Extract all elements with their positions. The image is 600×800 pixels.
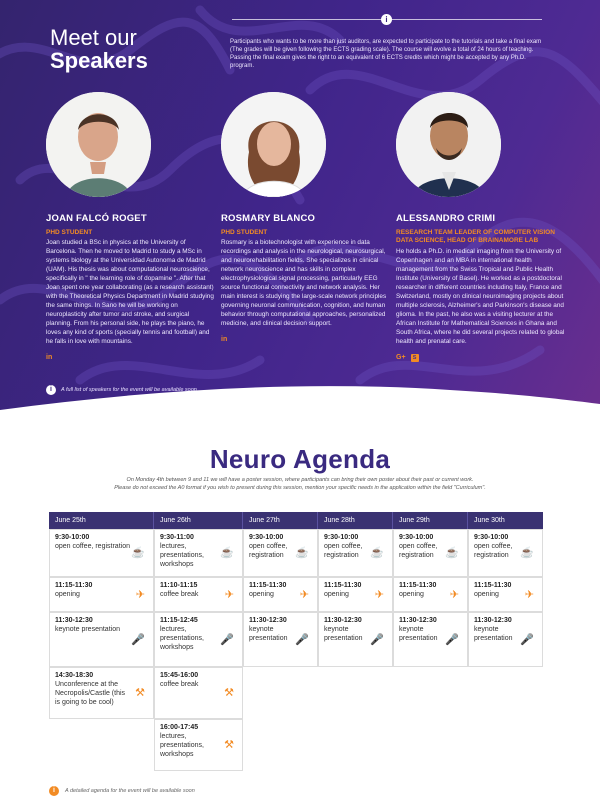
agenda-subtitle	[80, 477, 520, 492]
wave-divider	[0, 380, 600, 415]
agenda-time: 9:30-10:00	[249, 534, 284, 541]
agenda-table	[49, 512, 543, 759]
agenda-activity: coffee break	[160, 591, 199, 598]
day-header: June 29th	[393, 512, 468, 529]
agenda-cell	[154, 577, 243, 612]
microphone-icon: 🎤	[445, 634, 459, 646]
speaker-photo	[396, 92, 501, 197]
agenda-activity: keynote presentation	[399, 626, 438, 643]
title-line2: Speakers	[50, 48, 148, 74]
speaker-photo	[46, 92, 151, 197]
agenda-cell	[243, 612, 318, 667]
speaker-card	[396, 92, 566, 362]
agenda-activity: Unconference at the Necropolis/Castle (this is going to be cool)	[55, 681, 126, 707]
agenda-cell	[393, 612, 468, 667]
agenda-time: 11:15-12:45	[160, 617, 198, 624]
agenda-activity: open coffee, registration	[474, 543, 513, 560]
agenda-cell	[393, 577, 468, 612]
agenda-activity: opening	[249, 591, 274, 598]
info-icon: i	[49, 786, 59, 796]
agenda-subtitle-line1: On Monday 4th between 9 and 11 we will have a poster session, where participants can bring their own poster about their past or current work.	[126, 477, 474, 483]
speakers-note-text: A full list of speakers for the event will be available soon	[61, 387, 197, 393]
agenda-activity: opening	[324, 591, 349, 598]
speaker-role: PHD STUDENT	[46, 229, 93, 236]
agenda-cell	[154, 719, 243, 771]
agenda-time: 11:30-12:30	[324, 617, 362, 624]
agenda-title: Neuro Agenda	[209, 444, 391, 474]
rocket-icon: ✈	[135, 589, 145, 601]
hiker-icon: ⚒	[224, 687, 234, 699]
speaker-role: RESEARCH TEAM LEADER OF COMPUTER VISION DATA SCIENCE, HEAD OF BRAINAMORE LAB	[396, 229, 555, 245]
speaker-card	[221, 92, 391, 343]
agenda-time: 11:15-11:30	[399, 582, 437, 589]
agenda-cell	[154, 529, 243, 577]
agenda-note	[49, 786, 195, 796]
agenda-time: 15:45-16:00	[160, 672, 199, 679]
agenda-time: 11:15-11:30	[474, 582, 512, 589]
linkedin-icon[interactable]: in	[46, 354, 53, 362]
agenda-activity: keynote presentation	[474, 626, 513, 643]
agenda-activity: keynote presentation	[324, 626, 363, 643]
social-links	[396, 354, 566, 362]
speaker-name: ALESSANDRO CRIMI	[396, 213, 496, 224]
page-title	[50, 26, 148, 72]
agenda-time: 11:15-11:30	[249, 582, 287, 589]
microphone-icon: 🎤	[295, 634, 309, 646]
agenda-time: 9:30-10:00	[55, 534, 90, 541]
agenda-cell	[154, 612, 243, 667]
agenda-cell	[243, 529, 318, 577]
rocket-icon: ✈	[374, 589, 384, 601]
agenda-time: 11:30-12:30	[249, 617, 287, 624]
day-header: June 28th	[318, 512, 393, 529]
agenda-cell	[49, 612, 154, 667]
coffee-icon: ☕	[445, 547, 459, 559]
rocket-icon: ✈	[449, 589, 459, 601]
agenda-cell	[49, 577, 154, 612]
coffee-icon: ☕	[131, 547, 145, 559]
speaker-card	[46, 92, 216, 361]
agenda-time: 9:30-10:00	[399, 534, 434, 541]
microphone-icon: 🎤	[370, 634, 384, 646]
agenda-time: 11:30-12:30	[399, 617, 437, 624]
speaker-name: ROSMARY BLANCO	[221, 213, 316, 224]
google-plus-icon[interactable]: G+	[396, 353, 406, 361]
rocket-icon: ✈	[299, 589, 309, 601]
agenda-cell	[49, 667, 154, 719]
linkedin-icon[interactable]: in	[221, 336, 228, 344]
agenda-cell	[318, 577, 393, 612]
speaker-bio: Joan studied a BSc in physics at the University of Barcelona. Then he moved to Madrid to study a MSc in systems biology at the Universidad Autonoma de Madrid (UAM). His thesis was about computational neuroscience, specifically in " the learning role of dopamine ". After that Joan spent one year collaborating (as a research assistant) with the Theoretical Physics Department in Madrid studying the same things. In Sano he will be working on neuroplasticity after tumor and stroke, and surgical planning. From his personal side, he plays the piano, he loves any kind of sports (specially tennis and football) and he falls in love with mountains.	[46, 239, 214, 346]
agenda-time: 11:30-12:30	[55, 617, 93, 624]
agenda-activity: lectures, presentations, workshops	[160, 626, 204, 652]
microphone-icon: 🎤	[220, 634, 234, 646]
day-header: June 27th	[243, 512, 318, 529]
agenda-note-text: A detailed agenda for the event will be available soon	[65, 788, 195, 794]
social-links	[46, 354, 216, 361]
agenda-time: 9:30-10:00	[324, 534, 359, 541]
rocket-icon: ✈	[224, 589, 234, 601]
agenda-cell	[154, 667, 243, 719]
day-header: June 25th	[49, 512, 154, 529]
agenda-activity: lectures, presentations, workshops	[160, 733, 204, 759]
agenda-activity: lectures, presentations, workshops	[160, 543, 204, 569]
agenda-activity: open coffee, registration	[399, 543, 438, 560]
agenda-header-row	[49, 512, 543, 529]
microphone-icon: 🎤	[520, 634, 534, 646]
hiker-icon: ⚒	[224, 739, 234, 751]
speaker-bio: Rosmary is a biotechnologist with experience in data recordings and analysis in the neurological, neurosurgical, and neurorehabilitation fields. She specializes in clinical network neuroscience and has skills in complex electrophysiological signal processing, particularly EEG source functional connectivity and network analysis. Her main interest is studying the large-scale network principles governing neuronal communication, cognition, and human behavior through computational approaches, personalized medicine, and clinical decision support.	[221, 239, 387, 328]
agenda-time: 16:00-17:45	[160, 724, 199, 731]
agenda-time: 11:15-11:30	[324, 582, 362, 589]
intro-text: Participants who wants to be more than just auditors, are expected to participate to the tutorials and take a final exam (The grades will be given following the ECTS grading scale). The course will evolve a total of 24 hours of teaching. Passing the final exam gives the right to an equivalent of 6 ECTS credits which might be accepted by any Ph.D. program.	[230, 39, 542, 70]
coffee-icon: ☕	[295, 547, 309, 559]
agenda-activity: opening	[399, 591, 424, 598]
agenda-cell	[318, 529, 393, 577]
title-line1: Meet our	[50, 25, 137, 50]
speaker-photo	[221, 92, 326, 197]
info-icon: i	[381, 14, 392, 25]
speaker-role: PHD STUDENT	[221, 229, 268, 236]
coffee-icon: ☕	[220, 547, 234, 559]
coffee-icon: ☕	[370, 547, 384, 559]
agenda-activity: opening	[55, 591, 80, 598]
speaker-bio: He holds a Ph.D. in medical imaging from the University of Copenhagen and an MBA in international health management from the Swiss Tropical and Public Health Institute (University of Basel). He worked as a postdoctoral researcher in different countries including Italy, France and Switzerland, mostly on clinical neuroimaging projects about multiple sclerosis, Alzheimer's and Parkinson's disease and glioma. In the past, he also was a visiting lecturer at the African Institute for Mathematical Sciences in Ghana and South Africa, where he did several projects related to global health and prenatal care.	[396, 247, 565, 345]
agenda-cell	[468, 577, 543, 612]
agenda-cell	[49, 529, 154, 577]
agenda-activity: open coffee, registration	[324, 543, 363, 560]
coffee-icon: ☕	[520, 547, 534, 559]
agenda-time: 9:30-11:00	[160, 534, 194, 541]
day-header: June 30th	[474, 517, 505, 524]
agenda-cell	[468, 529, 543, 577]
agenda-cell	[468, 612, 543, 667]
day-header: June 26th	[154, 512, 243, 529]
social-links	[221, 336, 391, 343]
agenda-activity: keynote presentation	[55, 626, 120, 633]
agenda-time: 14:30-18:30	[55, 672, 94, 679]
agenda-time: 11:15-11:30	[55, 582, 93, 589]
scholar-icon[interactable]: S	[411, 354, 419, 362]
agenda-subtitle-line2: Please do not exceed the A0 format if you wish to present during this session, mention your specific needs in the application within the field "Curriculum".	[114, 484, 486, 491]
agenda-cell	[318, 612, 393, 667]
agenda-time: 9:30-10:00	[474, 534, 509, 541]
agenda-activity: keynote presentation	[249, 626, 288, 643]
rocket-icon: ✈	[524, 589, 534, 601]
agenda-activity: open coffee, registration	[55, 543, 130, 550]
agenda-time: 11:10-11:15	[160, 582, 198, 589]
speaker-name: JOAN FALCÓ ROGET	[46, 213, 147, 224]
agenda-cell	[243, 577, 318, 612]
agenda-activity: open coffee, registration	[249, 543, 288, 560]
hiker-icon: ⚒	[135, 687, 145, 699]
agenda-activity: coffee break	[160, 681, 199, 688]
agenda-activity: opening	[474, 591, 499, 598]
microphone-icon: 🎤	[131, 634, 145, 646]
agenda-time: 11:30-12:30	[474, 617, 512, 624]
info-icon: i	[46, 385, 56, 395]
agenda-cell	[393, 529, 468, 577]
